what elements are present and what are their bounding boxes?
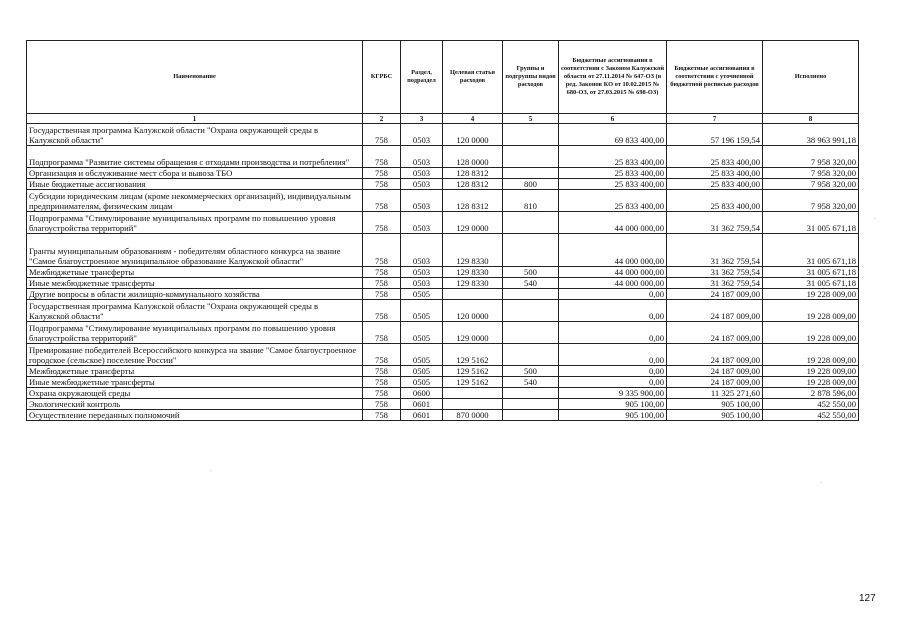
row-name-cell: Подпрограмма "Стимулирование муниципальных программ по повышению уровня благоустройства территорий" (27, 212, 363, 234)
row-group-cell (503, 300, 559, 322)
row-section-cell: 0503 (401, 190, 443, 212)
row-kgrbs-cell: 758 (363, 366, 401, 377)
row-target-cell: 120 0000 (443, 124, 503, 146)
row-name-cell: Межбюджетные трансферты (27, 267, 363, 278)
row-executed-cell: 38 963 991,18 (763, 124, 859, 146)
row-executed-cell: 19 228 009,00 (763, 322, 859, 344)
row-section-cell: 0505 (401, 300, 443, 322)
row-executed-cell: 19 228 009,00 (763, 377, 859, 388)
row-budget-list-cell: 905 100,00 (667, 410, 763, 421)
row-budget-list-cell: 31 362 759,54 (667, 212, 763, 234)
row-budget-list-cell: 11 325 271,60 (667, 388, 763, 399)
row-section-cell: 0600 (401, 388, 443, 399)
row-kgrbs-cell: 758 (363, 377, 401, 388)
row-kgrbs-cell: 758 (363, 344, 401, 366)
row-target-cell: 128 8312 (443, 179, 503, 190)
row-group-cell (503, 146, 559, 168)
row-name-cell: Подпрограмма "Развитие системы обращения с отходами производства и потребления" (27, 146, 363, 168)
row-section-cell: 0503 (401, 179, 443, 190)
row-target-cell (443, 388, 503, 399)
table-row (27, 278, 859, 289)
row-budget-law-cell: 0,00 (559, 344, 667, 366)
row-section-cell: 0503 (401, 212, 443, 234)
row-executed-cell: 7 958 320,00 (763, 190, 859, 212)
column-number: 2 (363, 114, 401, 124)
row-budget-list-cell: 24 187 009,00 (667, 322, 763, 344)
row-budget-law-cell: 905 100,00 (559, 410, 667, 421)
column-number: 8 (763, 114, 859, 124)
row-budget-law-cell: 69 833 400,00 (559, 124, 667, 146)
table-row (27, 212, 859, 234)
row-name-cell: Субсидии юридическим лицам (кроме некоммерческих организаций), индивидуальным предпринимателям, физическим лицам (27, 190, 363, 212)
row-budget-list-cell: 25 833 400,00 (667, 146, 763, 168)
column-number: 6 (559, 114, 667, 124)
row-group-cell: 540 (503, 377, 559, 388)
row-name-cell: Другие вопросы в области жилищно-коммунального хозяйства (27, 289, 363, 300)
row-name-cell: Межбюджетные трансферты (27, 366, 363, 377)
row-budget-law-cell: 25 833 400,00 (559, 146, 667, 168)
row-target-cell: 128 0000 (443, 146, 503, 168)
row-group-cell (503, 124, 559, 146)
scan-mark: · (874, 216, 876, 222)
row-section-cell: 0503 (401, 124, 443, 146)
row-name-cell: Государственная программа Калужской области "Охрана окружающей среды в Калужской области" (27, 300, 363, 322)
table-row (27, 344, 859, 366)
table-row (27, 267, 859, 278)
table-row (27, 300, 859, 322)
header-executed: Исполнено (763, 41, 859, 114)
row-executed-cell: 19 228 009,00 (763, 366, 859, 377)
row-section-cell: 0505 (401, 322, 443, 344)
header-groups: Группы и подгруппы видов расходов (503, 41, 559, 114)
row-executed-cell: 31 005 671,18 (763, 267, 859, 278)
table-body (27, 124, 859, 421)
row-target-cell: 129 0000 (443, 212, 503, 234)
row-kgrbs-cell: 758 (363, 300, 401, 322)
table-row (27, 388, 859, 399)
scan-mark: · (820, 480, 822, 486)
row-group-cell: 800 (503, 179, 559, 190)
row-name-cell: Государственная программа Калужской области "Охрана окружающей среды в Калужской области" (27, 124, 363, 146)
row-section-cell: 0601 (401, 410, 443, 421)
row-group-cell: 500 (503, 366, 559, 377)
table-row (27, 322, 859, 344)
row-name-cell: Премирование победителей Всероссийского конкурса на звание "Самое благоустроенное городское (сельское) поселение России" (27, 344, 363, 366)
row-target-cell: 129 5162 (443, 377, 503, 388)
row-target-cell: 870 0000 (443, 410, 503, 421)
table-row (27, 410, 859, 421)
row-budget-law-cell: 0,00 (559, 289, 667, 300)
row-section-cell: 0505 (401, 377, 443, 388)
row-kgrbs-cell: 758 (363, 410, 401, 421)
row-section-cell: 0503 (401, 234, 443, 267)
row-budget-list-cell: 24 187 009,00 (667, 377, 763, 388)
row-executed-cell: 7 958 320,00 (763, 179, 859, 190)
row-executed-cell: 452 550,00 (763, 410, 859, 421)
row-budget-law-cell: 44 000 000,00 (559, 267, 667, 278)
row-name-cell: Иные межбюджетные трансферты (27, 377, 363, 388)
row-executed-cell: 452 550,00 (763, 399, 859, 410)
row-group-cell (503, 322, 559, 344)
table-row (27, 124, 859, 146)
row-kgrbs-cell: 758 (363, 267, 401, 278)
row-target-cell: 129 5162 (443, 366, 503, 377)
row-budget-law-cell: 25 833 400,00 (559, 179, 667, 190)
row-group-cell (503, 234, 559, 267)
row-executed-cell: 7 958 320,00 (763, 146, 859, 168)
row-section-cell: 0505 (401, 289, 443, 300)
table-row (27, 234, 859, 267)
row-group-cell (503, 399, 559, 410)
row-budget-law-cell: 25 833 400,00 (559, 168, 667, 179)
header-name: Наименование (27, 41, 363, 114)
row-target-cell: 129 0000 (443, 322, 503, 344)
row-executed-cell: 7 958 320,00 (763, 168, 859, 179)
row-budget-list-cell: 57 196 159,54 (667, 124, 763, 146)
column-number: 7 (667, 114, 763, 124)
row-kgrbs-cell: 758 (363, 289, 401, 300)
row-budget-list-cell: 25 833 400,00 (667, 190, 763, 212)
header-target: Целевая статья расходов (443, 41, 503, 114)
row-name-cell: Экологический контроль (27, 399, 363, 410)
row-target-cell: 129 8330 (443, 267, 503, 278)
page-number: 127 (859, 593, 876, 604)
row-executed-cell: 31 005 671,18 (763, 234, 859, 267)
row-name-cell: Осуществление переданных полномочий (27, 410, 363, 421)
row-executed-cell: 19 228 009,00 (763, 289, 859, 300)
row-budget-list-cell: 31 362 759,54 (667, 267, 763, 278)
row-group-cell (503, 410, 559, 421)
row-name-cell: Подпрограмма "Стимулирование муниципальных программ по повышению уровня благоустройства территорий" (27, 322, 363, 344)
row-budget-list-cell: 24 187 009,00 (667, 344, 763, 366)
row-target-cell (443, 289, 503, 300)
row-group-cell (503, 344, 559, 366)
row-budget-list-cell: 24 187 009,00 (667, 289, 763, 300)
row-section-cell: 0503 (401, 146, 443, 168)
row-budget-law-cell: 9 335 900,00 (559, 388, 667, 399)
row-budget-list-cell: 31 362 759,54 (667, 278, 763, 289)
row-group-cell (503, 168, 559, 179)
header-budget-law: Бюджетные ассигнования в соответствии с Законом Калужской области от 27.11.2014 № 647-ОЗ (в ред. Законов КО от 10.02.2015 № 680-ОЗ, от 27.03.2015 № 698-ОЗ) (559, 41, 667, 114)
row-kgrbs-cell: 758 (363, 146, 401, 168)
row-section-cell: 0503 (401, 168, 443, 179)
row-target-cell: 129 5162 (443, 344, 503, 366)
table-row (27, 377, 859, 388)
row-group-cell (503, 388, 559, 399)
budget-table (26, 40, 859, 421)
row-section-cell: 0505 (401, 366, 443, 377)
row-executed-cell: 31 005 671,18 (763, 278, 859, 289)
row-budget-law-cell: 905 100,00 (559, 399, 667, 410)
row-kgrbs-cell: 758 (363, 234, 401, 267)
row-name-cell: Охрана окружающей среды (27, 388, 363, 399)
table-row (27, 366, 859, 377)
table-header-row (27, 41, 859, 114)
header-budget-list: Бюджетные ассигнования в соответствии с уточненной бюджетной росписью расходов (667, 41, 763, 114)
table-row (27, 190, 859, 212)
row-target-cell (443, 399, 503, 410)
column-number: 1 (27, 114, 363, 124)
row-budget-law-cell: 44 000 000,00 (559, 278, 667, 289)
column-number-row (27, 114, 859, 124)
row-group-cell (503, 289, 559, 300)
row-name-cell: Иные бюджетные ассигнования (27, 179, 363, 190)
row-section-cell: 0505 (401, 344, 443, 366)
row-section-cell: 0503 (401, 278, 443, 289)
table-row (27, 399, 859, 410)
row-executed-cell: 19 228 009,00 (763, 344, 859, 366)
row-group-cell (503, 212, 559, 234)
header-kgrbs: КГРБС (363, 41, 401, 114)
row-kgrbs-cell: 758 (363, 212, 401, 234)
row-executed-cell: 2 878 596,00 (763, 388, 859, 399)
row-budget-law-cell: 0,00 (559, 322, 667, 344)
row-budget-law-cell: 0,00 (559, 300, 667, 322)
row-target-cell: 129 8330 (443, 278, 503, 289)
row-kgrbs-cell: 758 (363, 322, 401, 344)
row-name-cell: Иные межбюджетные трансферты (27, 278, 363, 289)
row-section-cell: 0601 (401, 399, 443, 410)
row-section-cell: 0503 (401, 267, 443, 278)
column-number: 3 (401, 114, 443, 124)
row-kgrbs-cell: 758 (363, 168, 401, 179)
row-kgrbs-cell: 758 (363, 278, 401, 289)
row-group-cell: 500 (503, 267, 559, 278)
row-name-cell: Гранты муниципальным образованиям - победителям областного конкурса на звание "Самое благоустроенное муниципальное образование Калужской области" (27, 234, 363, 267)
header-section: Раздел, подраздел (401, 41, 443, 114)
row-kgrbs-cell: 758 (363, 179, 401, 190)
row-budget-law-cell: 0,00 (559, 377, 667, 388)
row-executed-cell: 19 228 009,00 (763, 300, 859, 322)
row-budget-list-cell: 905 100,00 (667, 399, 763, 410)
row-budget-list-cell: 25 833 400,00 (667, 168, 763, 179)
table-row (27, 146, 859, 168)
row-budget-law-cell: 44 000 000,00 (559, 234, 667, 267)
row-target-cell: 120 0000 (443, 300, 503, 322)
row-budget-list-cell: 24 187 009,00 (667, 300, 763, 322)
scan-mark: · (210, 468, 212, 474)
row-budget-list-cell: 31 362 759,54 (667, 234, 763, 267)
row-kgrbs-cell: 758 (363, 124, 401, 146)
row-executed-cell: 31 005 671,18 (763, 212, 859, 234)
column-number: 5 (503, 114, 559, 124)
row-budget-law-cell: 44 000 000,00 (559, 212, 667, 234)
table-row (27, 168, 859, 179)
column-number: 4 (443, 114, 503, 124)
row-budget-law-cell: 0,00 (559, 366, 667, 377)
row-group-cell: 810 (503, 190, 559, 212)
row-group-cell: 540 (503, 278, 559, 289)
row-name-cell: Организация и обслуживание мест сбора и вывоза ТБО (27, 168, 363, 179)
table-row (27, 289, 859, 300)
row-target-cell: 128 8312 (443, 190, 503, 212)
row-target-cell: 129 8330 (443, 234, 503, 267)
row-target-cell: 128 8312 (443, 168, 503, 179)
row-budget-list-cell: 25 833 400,00 (667, 179, 763, 190)
table-row (27, 179, 859, 190)
row-kgrbs-cell: 758 (363, 388, 401, 399)
row-budget-law-cell: 25 833 400,00 (559, 190, 667, 212)
row-kgrbs-cell: 758 (363, 399, 401, 410)
row-budget-list-cell: 24 187 009,00 (667, 366, 763, 377)
row-kgrbs-cell: 758 (363, 190, 401, 212)
